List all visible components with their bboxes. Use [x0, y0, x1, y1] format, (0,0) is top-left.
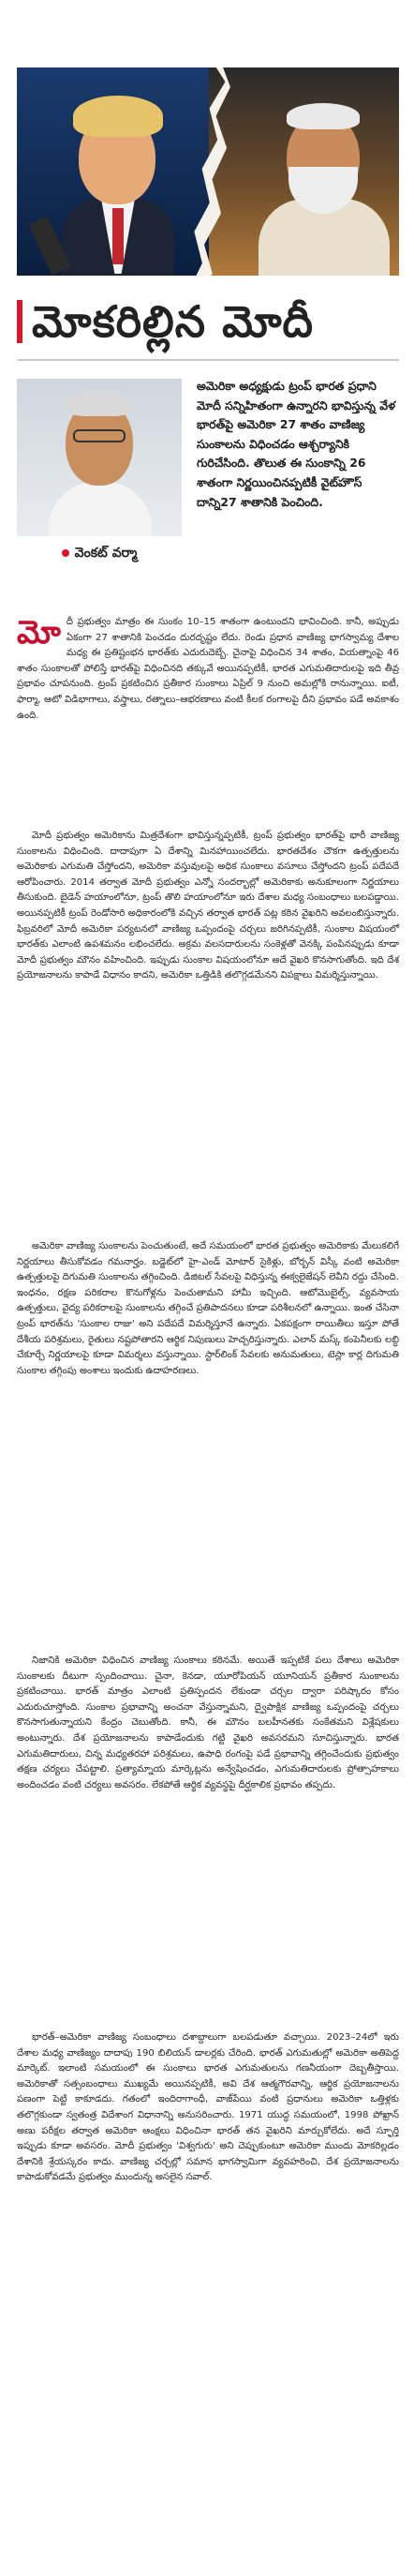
headline-divider — [17, 359, 399, 361]
deck-text: అమెరికా అధ్యక్షుడు ట్రంప్ భారత ప్రధాని మోదీ సన్నిహితంగా ఉన్నారని భావిస్తున్న వేళ భారత్‌పై అమెరికా 27 శాతం వాణిజ్య సుంకాలను విధించడం ఆశ్చర్యానికి గురిచేసింది. తొలుత ఈ సుంకాన్ని 26 శాతంగా నిర్ణయించినప్పటికీ వైట్‌హౌస్ దాన్ని27 శాతానికి పెంచింది. — [197, 379, 396, 509]
headline: మోకరిల్లిన మోదీ — [32, 296, 314, 347]
author-photo — [17, 379, 182, 536]
article-body-paragraph-3 — [17, 1239, 399, 1379]
article-deck — [197, 377, 399, 512]
headline-accent-bar — [17, 300, 22, 343]
paragraph-text: దీ ప్రభుత్వం మాత్రం ఈ సుంకం 10–15 శాతంగా ఉంటుందని భావించింది. కానీ, అప్పుడు ఏకంగా 27 శాతానికి పెంచడం దురదృష్టం లేదు. రెండు ప్రధాన వాణిజ్య భాగస్వామ్య దేశాల మధ్య ఈ ప్రతిష్టంభన భారత్‌కు ఎదురుదెబ్బే. చైనాపై విధించిన 34 శాతం, వియత్నాంపై 46 శాతం సుంకాలతో పోలిస్తే భారత్‌పై విధించినది తక్కువే అయినప్పటికీ, భారత ఎగుమతిదారులపై ఇది తీవ్ర ప్రభావం చూపనుంది. ట్రంప్ ప్రకటించిన ప్రతీకార సుంకాలు ఏప్రిల్ 9 నుంచి అమల్లోకి రానున్నాయి. ఐటీ, ఫార్మా, ఆటో విడిభాగాలు, వస్త్రాలు, రత్నాలు–ఆభరణాలు వంటి కీలక రంగాలపై దీని ప్రభావం పడే అవకాశం ఉంది. — [17, 617, 399, 721]
article-body-paragraph-5 — [17, 2030, 399, 2186]
hero-photo-left-figure — [36, 77, 195, 276]
hero-photo-right-figure — [251, 86, 392, 276]
paragraph-text: మోదీ ప్రభుత్వం అమెరికాను మిత్రదేశంగా భావిస్తున్నప్పటికీ, ట్రంప్ ప్రభుత్వం భారత్‌పై భారీ వాణిజ్య సుంకాలను విధించింది. దాదాపుగా ఏ దేశాన్ని మినహాయించలేదు. భారతదేశం చౌకగా ఉత్పత్తులను అమెరికాకు ఎగుమతి చేస్తోందని, అమెరికా వస్తువులపై అధిక సుంకాలు వసూలు చేస్తోందని ట్రంప్ పదేపదే ఆరోపించారు. 2014 తర్వాత మోదీ ప్రభుత్వం ఎన్నో సందర్భాల్లో అమెరికాకు అనుకూలంగా నిర్ణయాలు తీసుకుంది. బైడెన్ హయాంలోనూ, ట్రంప్ తొలి హయాంలోనూ ఇరు దేశాల మధ్య సంబంధాలు బలపడ్డాయి. అయినప్పటికీ ట్రంప్ రెండోసారి అధికారంలోకి వచ్చిన తర్వాత భారత్ పట్ల కఠిన వైఖరిని అవలంబిస్తున్నారు. ఫిబ్రవరిలో మోదీ అమెరికా పర్యటనలో వాణిజ్య ఒప్పందంపై చర్చలు జరిగినప్పటికీ, సుంకాల విషయంలో భారత్‌కు ఎలాంటి ఉపశమనం లభించలేదు. అక్రమ వలసదారులను సంకెళ్లతో వెనక్కి పంపినప్పుడు కూడా మోదీ ప్రభుత్వం మౌనం వహించింది. ఇప్పుడు సుంకాల విషయంలోనూ అదే వైఖరి కొనసాగుతోంది. ఇది దేశ ప్రయోజనాలను కాపాడే విధానం కాదని, అమెరికా ఒత్తిడికి తలొగ్గడమేనని విపక్షాలు విమర్శిస్తున్నాయి. — [17, 831, 399, 981]
paragraph-text: భారత్–అమెరికా వాణిజ్య సంబంధాలు దశాబ్దాలుగా బలపడుతూ వచ్చాయి. 2023–24లో ఇరు దేశాల మధ్య వాణిజ్యం దాదాపు 190 బిలియన్ డాలర్లకు చేరింది. భారత్ ఎగుమతుల్లో అమెరికా అతిపెద్ద మార్కెట్. ఇలాంటి సమయంలో ఈ సుంకాలు భారత ఎగుమతులను గణనీయంగా దెబ్బతీస్తాయి. అమెరికాతో సత్సంబంధాలు ముఖ్యమే అయినప్పటికీ, అవి దేశ ఆత్మగౌరవాన్ని, ఆర్థిక ప్రయోజనాలను పణంగా పెట్టి కాకూడదు. గతంలో ఇందిరాగాంధీ, వాజ్‌పేయి వంటి ప్రధానులు అమెరికా ఒత్తిళ్లకు తలొగ్గకుండా స్వతంత్ర విదేశాంగ విధానాన్ని అనుసరించారు. 1971 యుద్ధ సమయంలో, 1998 పోఖ్రాన్ అణు పరీక్షల తర్వాత అమెరికా ఆంక్షలు విధించినా భారత్ తన వైఖరిని మార్చుకోలేదు. అదే స్ఫూర్తి ఇప్పుడు కూడా అవసరం. మోదీ ప్రభుత్వం 'విశ్వగురు' అని చెప్పుకుంటూ అమెరికా ముందు మోకరిల్లడం దేశానికి శ్రేయస్కరం కాదు. వాణిజ్య చర్చల్లో సమాన భాగస్వామిగా వ్యవహరించి, దేశ ప్రయోజనాలను కాపాడుకోవడమే ప్రభుత్వం ముందున్న అసలైన సవాల్. — [17, 2032, 399, 2183]
drop-cap: మో — [17, 614, 61, 651]
author-name: వెంకట్ వర్మా — [74, 546, 138, 561]
byline-bullet-icon — [62, 549, 69, 557]
hero-photo — [17, 67, 399, 276]
paragraph-text: నిజానికి అమెరికా విధించిన వాణిజ్య సుంకాలు కఠినమే. అయితే ఇప్పటికే పలు దేశాలు అమెరికా సుంకాలకు దీటుగా స్పందించాయి. చైనా, కెనడా, యూరోపియన్ యూనియన్ ప్రతీకార సుంకాలను ప్రకటించాయి. భారత్ మాత్రం ఎలాంటి ప్రతిస్పందన లేకుండా చర్చల ద్వారా పరిష్కారం కోసం ఎదురుచూస్తోంది. సుంకాల ప్రభావాన్ని అంచనా వేస్తున్నామని, ద్వైపాక్షిక వాణిజ్య ఒప్పందంపై చర్చలు కొనసాగుతున్నాయని కేంద్రం చెబుతోంది. కానీ, ఈ మౌనం బలహీనతకు సంకేతమని విశ్లేషకులు అంటున్నారు. దేశ ప్రయోజనాలను కాపాడేందుకు గట్టి వైఖరి అవసరమని సూచిస్తున్నారు. భారత ఎగుమతిదారులు, చిన్న మధ్యతరహా పరిశ్రమలు, ఉపాధి రంగంపై పడే ప్రభావాన్ని తగ్గించేందుకు ప్రభుత్వం తక్షణ చర్యలు చేపట్టాలి. ప్రత్యామ్నాయ మార్కెట్లను అన్వేషించడం, ఎగుమతిదారులకు ప్రోత్సాహకాలు అందించడం వంటి చర్యలు అవసరం. లేకపోతే ఆర్థిక వ్యవస్థపై దీర్ఘకాలిక ప్రభావం తప్పదు. — [17, 1655, 399, 1790]
author-byline — [17, 546, 182, 568]
article-body-paragraph-1 — [17, 615, 399, 724]
article-body-paragraph-4 — [17, 1654, 399, 1793]
headline-block — [17, 292, 399, 351]
paragraph-text: అమెరికా వాణిజ్య సుంకాలను పెంచుతుంటే, అదే సమయంలో భారత ప్రభుత్వం అమెరికాకు మేలుకలిగే నిర్ణయాలు తీసుకోవడం గమనార్హం. బడ్జెట్‌లో హై-ఎండ్ మోటార్ సైకిళ్లు, బోర్బన్ విస్కీ వంటి అమెరికా ఉత్పత్తులపై దిగుమతి సుంకాలను తగ్గించింది. డిజిటల్ సేవలపై విధిస్తున్న ఈక్వలైజేషన్ లెవీని రద్దు చేసింది. ఇంధనం, రక్షణ పరికరాల కొనుగోళ్లను పెంచుతామని హామీ ఇచ్చింది. ఆటోమొబైల్స్, వ్యవసాయ ఉత్పత్తులు, వైద్య పరికరాలపై సుంకాలను తగ్గించే ప్రతిపాదనలు కూడా పరిశీలనలో ఉన్నాయి. ఇంత చేసినా ట్రంప్ భారత్‌ను 'సుంకాల రాజు' అని పదేపదే విమర్శిస్తూనే ఉన్నారు. ఏకపక్షంగా రాయితీలు ఇస్తూ పోతే దేశీయ పరిశ్రమలు, రైతులు నష్టపోతారని ఆర్థిక నిపుణులు హెచ్చరిస్తున్నారు. ఎలాన్ మస్క్ కంపెనీలకు లబ్ధి చేకూర్చే నిర్ణయాలపై కూడా విమర్శలు వస్తున్నాయి. స్టార్‌లింక్ సేవలకు అనుమతులు, టెస్లా కార్ల దిగుమతి సుంకాల తగ్గింపు అంశాలు ఇందుకు ఉదాహరణలు. — [17, 1241, 399, 1376]
article-body-paragraph-2 — [17, 829, 399, 984]
